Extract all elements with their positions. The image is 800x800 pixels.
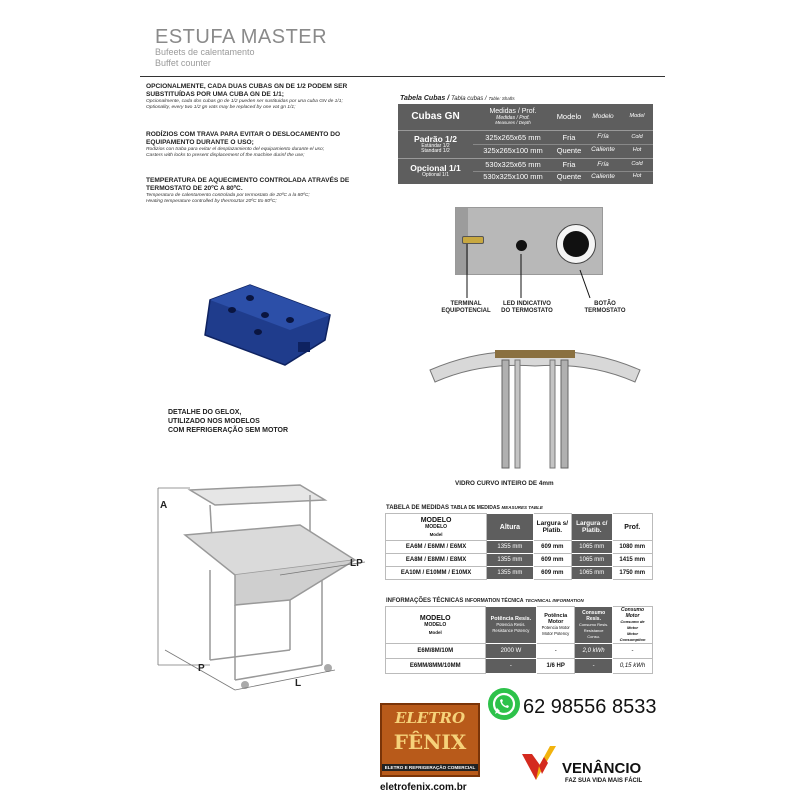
cubas-divider bbox=[473, 144, 653, 145]
cubas-group-opcional bbox=[398, 159, 473, 184]
table-header-row bbox=[386, 607, 653, 644]
caption-es: TABLA DE MEDIDAS bbox=[450, 505, 500, 511]
cubas-group-padrao bbox=[398, 131, 473, 158]
note-heading: OPCIONALMENTE, CADA DUAS CUBAS GN DE 1/2 PODEM SER SUBSTITUÍDAS POR UMA CUBA GN DE 1/1; bbox=[146, 83, 348, 98]
col-largura-sp: Largura s/ Platib. bbox=[533, 514, 571, 541]
header-es: Potencia Motor bbox=[541, 625, 570, 630]
diagram-top-shelf bbox=[190, 485, 325, 505]
header-es: Potencia Resis. bbox=[496, 622, 526, 627]
cell-largura-cp: 1065 mm bbox=[572, 541, 612, 554]
header-model-es: MODELO bbox=[425, 523, 448, 530]
caption-es: Tabla cubas / bbox=[451, 96, 487, 102]
cell-cons-res: - bbox=[575, 659, 613, 674]
glass-support-illustration bbox=[420, 340, 650, 470]
dimension-label-a: A bbox=[160, 500, 168, 511]
group-sub-en: Optional 1/1 bbox=[422, 172, 449, 179]
caption-pt: Tabela Cubas / bbox=[400, 95, 450, 102]
cell-altura: 1355 mm bbox=[487, 554, 534, 567]
gelox-hole bbox=[246, 295, 254, 301]
venancio-logo-icon bbox=[522, 746, 562, 780]
table-row bbox=[386, 644, 653, 659]
gelox-caption: DETALHE DO GELOX, UTILIZADO NOS MODELOS COM REFRIGERAÇÃO SEM MOTOR bbox=[168, 409, 289, 434]
col-largura-cp: Largura c/ Platib. bbox=[572, 514, 612, 541]
diagram-leg-bars bbox=[210, 650, 322, 680]
col-prof: Prof. bbox=[612, 514, 652, 541]
table-row bbox=[386, 659, 653, 674]
note-es: Rodizios con traba para evitar el desplazamiento del equipamiento durante el uso; bbox=[146, 147, 325, 152]
cubas-header-model-en: Model bbox=[629, 113, 645, 120]
cell-cons-res: 2,0 kWh bbox=[575, 644, 613, 659]
cubas-model-pt: Fria bbox=[562, 132, 576, 142]
callout-terminal: TERMINAL EQUIPOTENCIAL bbox=[441, 301, 491, 314]
page-title: ESTUFA MASTER bbox=[155, 26, 328, 48]
website-link[interactable]: eletrofenix.com.br bbox=[380, 782, 467, 793]
cubas-dims: 325x265x65 mm bbox=[485, 132, 541, 142]
note-heading: TEMPERATURA DE AQUECIMENTO CONTROLADA ATRAVÉS DE TERMOSTATO DE 20ºC A 80ºC. bbox=[146, 177, 350, 192]
gelox-hole bbox=[228, 307, 236, 313]
header-en: Motor Potency bbox=[542, 631, 570, 636]
venancio-tagline: FAZ SUA VIDA MAIS FÁCIL bbox=[565, 778, 643, 784]
header-model-es: MODELO bbox=[424, 621, 447, 628]
cubas-dims: 530x325x65 mm bbox=[485, 160, 541, 170]
cell-largura-sp: 609 mm bbox=[533, 567, 571, 580]
phone-number[interactable]: 62 98556 8533 bbox=[523, 696, 657, 718]
group-sub-es: Estándar 1/2 bbox=[421, 142, 450, 149]
page-subtitle-en: Buffet counter bbox=[155, 58, 211, 68]
callout-line-button bbox=[580, 270, 590, 298]
cubas-model-pt: Quente bbox=[556, 145, 582, 155]
caption-pt: INFORMAÇÕES TÉCNICAS bbox=[386, 598, 464, 604]
cubas-model-en: Hot bbox=[632, 146, 642, 153]
note-en: Heating temperature controlled by thermoztar 20ºC tto 80ºC; bbox=[146, 199, 277, 204]
measures-table bbox=[385, 513, 653, 580]
glass-top-frame bbox=[495, 350, 575, 358]
cubas-header-model-es: Modelo bbox=[592, 112, 614, 120]
dimension-line-l bbox=[235, 670, 335, 690]
note-temperatura bbox=[146, 177, 371, 205]
tech-table-caption bbox=[386, 598, 584, 604]
cell-model: E6M/8M/10M bbox=[386, 644, 486, 659]
col-pot-res bbox=[485, 607, 537, 644]
cubas-model-en: Cold bbox=[631, 133, 643, 140]
cell-model: E6MM/8MM/10MM bbox=[386, 659, 486, 674]
cubas-model-es: Caliente bbox=[591, 172, 615, 180]
group-name: Padrão 1/2 bbox=[414, 133, 457, 144]
gelox-hole bbox=[286, 317, 294, 323]
group-name: Opcional 1/1 bbox=[410, 163, 461, 174]
cubas-dims: 325x265x100 mm bbox=[483, 145, 543, 155]
header-model: MODELO bbox=[419, 614, 451, 622]
dimension-label-lp: LP bbox=[350, 558, 363, 569]
cubas-model-en: Hot bbox=[632, 173, 642, 180]
dims-en: Measures / Depth bbox=[495, 119, 531, 125]
cell-altura: 1355 mm bbox=[487, 541, 534, 554]
col-altura: Altura bbox=[487, 514, 534, 541]
cell-prof: 1080 mm bbox=[612, 541, 652, 554]
cubas-model-pt: Fria bbox=[562, 160, 576, 170]
cell-pot-motor: 1/6 HP bbox=[537, 659, 575, 674]
col-cons-motor bbox=[613, 607, 653, 644]
gelox-hole bbox=[254, 329, 262, 335]
cubas-model-es: Fría bbox=[597, 160, 609, 168]
caption-pt: TABELA DE MEDIDAS bbox=[386, 505, 449, 511]
cell-pot-res: 2000 W bbox=[485, 644, 537, 659]
caption-en: MEASURES TABLE bbox=[501, 505, 543, 510]
cell-prof: 1415 mm bbox=[612, 554, 652, 567]
support-post bbox=[550, 360, 555, 468]
note-es: Temperatura de calentamento controlada por termostato de 20ºC a la 80ºC; bbox=[146, 193, 310, 198]
cubas-model-pt: Quente bbox=[556, 172, 582, 182]
dimension-label-l: L bbox=[295, 678, 302, 689]
header-es: Consumo Resis. bbox=[578, 622, 609, 627]
table-row bbox=[386, 567, 653, 580]
cubas-divider bbox=[473, 171, 653, 172]
dimension-diagram bbox=[150, 480, 375, 695]
caption-en: TECHNICAL INFORMATION bbox=[525, 598, 584, 603]
cell-pot-motor: - bbox=[537, 644, 575, 659]
cell-largura-cp: 1065 mm bbox=[572, 567, 612, 580]
callout-button: BOTÃO TERMOSTATO bbox=[584, 301, 626, 314]
group-sub-en: Standard 1/2 bbox=[421, 147, 450, 154]
cell-cons-motor: 0,15 kWh bbox=[613, 659, 653, 674]
header-en: Resistance Potency bbox=[492, 628, 530, 633]
cell-altura: 1355 mm bbox=[487, 567, 534, 580]
header-model-en: Model bbox=[429, 531, 443, 537]
header-pt: Consumo Resis. bbox=[582, 610, 606, 622]
cubas-header-dims bbox=[473, 104, 553, 130]
cell-prof: 1750 mm bbox=[612, 567, 652, 580]
tech-table bbox=[385, 606, 653, 674]
note-cubas bbox=[146, 83, 371, 111]
dims-es: Medidas / Prof. bbox=[496, 114, 530, 121]
logo-text-eletro: ELETRO bbox=[394, 709, 466, 727]
dimension-label-p: P bbox=[198, 663, 205, 674]
header-pt: Consumo Motor bbox=[621, 607, 645, 619]
cell-cons-motor: - bbox=[613, 644, 653, 659]
table-row bbox=[386, 541, 653, 554]
note-en: Casters with locks to present displacement of the machine durinf the use; bbox=[146, 153, 305, 158]
whatsapp-icon[interactable] bbox=[488, 688, 520, 720]
note-es: Opcionalmente, cada dos cubas gn de 1/2 pueden ser sustituidas por una cuba GN de 1/1; bbox=[146, 99, 343, 104]
col-model bbox=[386, 514, 487, 541]
col-model bbox=[386, 607, 486, 644]
col-cons-res bbox=[575, 607, 613, 644]
venancio-brand: VENÂNCIO bbox=[562, 760, 642, 777]
col-pot-motor bbox=[537, 607, 575, 644]
cell-pot-res: - bbox=[485, 659, 537, 674]
gelox-illustration bbox=[190, 280, 340, 375]
header-model-en: Model bbox=[428, 629, 442, 635]
logo-text-fenix: FÊNIX bbox=[393, 730, 467, 754]
header-pt: Potência Motor bbox=[544, 613, 568, 625]
callout-led: LED INDICATIVO DO TERMOSTATO bbox=[501, 301, 553, 314]
cell-model: EA8M / E8MM / E8MX bbox=[386, 554, 487, 567]
cubas-model-es: Fría bbox=[597, 133, 609, 141]
vidro-caption: VIDRO CURVO INTEIRO DE 4mm bbox=[455, 480, 554, 487]
gelox-hole bbox=[261, 312, 269, 318]
cubas-model-en: Cold bbox=[631, 161, 643, 168]
note-rodizios bbox=[146, 131, 371, 159]
support-post bbox=[502, 360, 509, 468]
cell-largura-cp: 1065 mm bbox=[572, 554, 612, 567]
support-post bbox=[515, 360, 520, 468]
logo-text-tagline: ELETRO E REFRIGERAÇÃO COMERCIAL bbox=[382, 764, 478, 771]
table-row bbox=[386, 554, 653, 567]
whatsapp-glyph bbox=[488, 688, 520, 720]
cubas-table bbox=[398, 104, 653, 184]
cell-model: EA10M / E10MM / E10MX bbox=[386, 567, 487, 580]
cell-model: EA6M / E6MM / E6MX bbox=[386, 541, 487, 554]
cubas-table-caption bbox=[400, 95, 515, 102]
measures-table-caption bbox=[386, 505, 543, 511]
caption-en: Table: Shafts bbox=[488, 96, 515, 101]
header-pt: Potência Resis. bbox=[490, 616, 532, 622]
header-model: MODELO bbox=[420, 516, 452, 524]
cubas-model-es: Caliente bbox=[591, 146, 615, 154]
support-post bbox=[561, 360, 568, 468]
header-divider bbox=[140, 76, 665, 77]
table-header-row bbox=[386, 514, 653, 541]
header-en: Motor Consumption bbox=[619, 631, 646, 642]
caption-es: INFORMATION TÉCNICA bbox=[465, 598, 524, 604]
cubas-header-model-pt: Modelo bbox=[556, 112, 582, 122]
panel-callout-lines bbox=[440, 240, 660, 310]
note-en: Optionality, every two 1/2 gn vats may be replaced by one vat gn 1/1; bbox=[146, 105, 296, 110]
note-heading: RODÍZIOS COM TRAVA PARA EVITAR O DESLOCAMENTO DO EQUIPAMENTO DURANTE O USO; bbox=[146, 131, 341, 146]
gelox-cap bbox=[298, 342, 310, 352]
cubas-dims: 530x325x100 mm bbox=[483, 172, 543, 182]
cubas-header-name: Cubas GN bbox=[411, 110, 460, 122]
dims-pt: Medidas / Prof. bbox=[489, 108, 537, 116]
header-en: Resistance Consu. bbox=[583, 628, 604, 639]
header-es: Consumo de Motor bbox=[620, 619, 645, 630]
page-subtitle-es: Bufeets de calentamento bbox=[155, 47, 255, 57]
cell-largura-sp: 609 mm bbox=[533, 554, 571, 567]
cell-largura-sp: 609 mm bbox=[533, 541, 571, 554]
